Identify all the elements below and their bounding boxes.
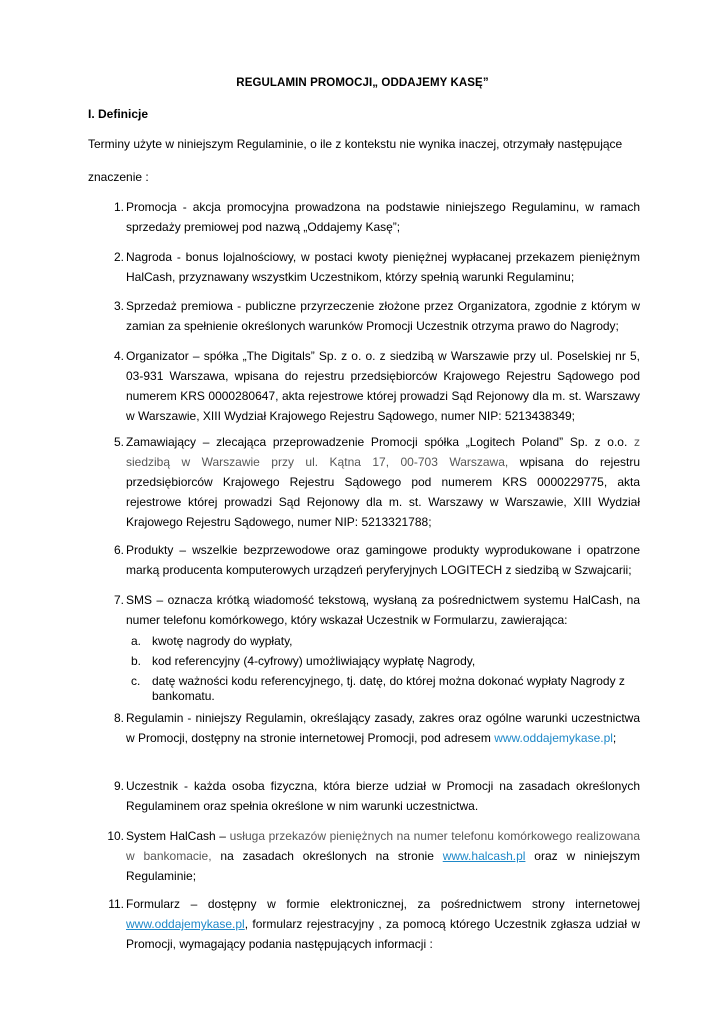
sub-list-item: [131, 674, 641, 704]
sub-list-text: kod referencyjny (4-cyfrowy) umożliwiający wypłatę Nagrody,: [152, 654, 476, 668]
promo-website-link[interactable]: www.oddajemykase.pl: [126, 917, 245, 931]
list-item: [88, 708, 640, 748]
sub-list-item: [131, 634, 641, 649]
list-item: [88, 296, 640, 336]
list-item-text: Regulamin - niniejszy Regulamin, określający zasady, zakres oraz ogólne warunki uczestnictwa w Promocji, dostępny na stronie internetowej Promocji, pod adresem www.oddajemykase.pl;: [126, 711, 640, 745]
list-item-text: Nagroda - bonus lojalnościowy, w postaci kwoty pieniężnej wypłacanej przekazem pieniężnym HalCash, przyznawany wszystkim Uczestnikom, którzy spełnią warunki Regulaminu;: [126, 250, 640, 284]
service-description: usługa przekazów pieniężnych na numer telefonu komórkowego realizowana w bankomacie,: [126, 829, 641, 863]
list-item-text: Produkty – wszelkie bezprzewodowe oraz gamingowe produkty wyprodukowane i opatrzone marką producenta komputerowych urządzeń peryferyjnych LOGITECH z siedzibą w Szwajcarii;: [126, 543, 640, 577]
list-item: [88, 590, 640, 630]
list-item-number: 5.: [113, 435, 124, 449]
halcash-link[interactable]: www.halcash.pl: [442, 849, 526, 863]
list-item-number: 4.: [113, 349, 124, 363]
list-item-number: 1.: [113, 200, 124, 214]
list-item-number: 10.: [107, 829, 124, 843]
list-item: [88, 776, 640, 816]
section-heading: I. Definicje: [88, 107, 149, 121]
list-item-text: Formularz – dostępny w formie elektronicznej, za pośrednictwem strony internetowej www.oddajemykase.pl, formularz rejestracyjny , za pomocą którego Uczestnik zgłasza udział w Promocji, wymagający podania następujących informacji :: [126, 897, 640, 951]
list-item-text: Uczestnik - każda osoba fizyczna, która bierze udział w Promocji na zasadach określonych Regulaminem oraz spełnia określone w nim warunki uczestnictwa.: [126, 779, 640, 813]
sub-list-text: datę ważności kodu referencyjnego, tj. datę, do której można dokonać wypłaty Nagrody z bankomatu.: [152, 674, 625, 703]
list-item-number: 8.: [113, 711, 124, 725]
promo-website-link[interactable]: www.oddajemykase.pl: [494, 731, 613, 745]
intro-line-1: Terminy użyte w niniejszym Regulaminie, o ile z kontekstu nie wynika inaczej, otrzymały następujące: [88, 137, 623, 151]
list-item-number: 11.: [108, 897, 124, 911]
sub-list-letter: b.: [131, 654, 142, 668]
list-item: [88, 826, 640, 886]
list-item: [88, 247, 640, 287]
list-item-text: SMS – oznacza krótką wiadomość tekstową, wysłaną za pośrednictwem systemu HalCash, na numer telefonu komórkowego, który wskazał Uczestnik w Formularzu, zawierająca:: [126, 593, 640, 627]
document-title: REGULAMIN PROMOCJI„ ODDAJEMY KASĘ”: [236, 77, 489, 89]
list-item-number: 9.: [113, 779, 124, 793]
list-item-text: Zamawiający – zlecająca przeprowadzenie Promocji spółka „Logitech Poland” Sp. z o.o. z siedzibą w Warszawie przy ul. Kątna 17, 00-703 Warszawa, wpisana do rejestru przedsiębiorców Krajowego Rejestru Sądowego pod numerem KRS 0000229775, akta rejestrowe której prowadzi Sąd Rejonowy dla m. st. Warszawy w Warszawie, XIII Wydział Krajowego Rejestru Sądowego, numer NIP: 5213321788;: [126, 435, 640, 529]
sub-list-letter: a.: [131, 634, 142, 648]
list-item-text: Promocja - akcja promocyjna prowadzona na podstawie niniejszego Regulaminu, w ramach sprzedaży premiowej pod nazwą „Oddajemy Kasę”;: [126, 200, 640, 234]
list-item: [88, 894, 640, 954]
list-item-text: Organizator – spółka „The Digitals” Sp. z o. o. z siedzibą w Warszawie przy ul. Poselskiej nr 5, 03-931 Warszawa, wpisana do rejestru przedsiębiorców Krajowego Rejestru Sądowego pod numerem KRS 0000280647, akta rejestrowe której prowadzi Sąd Rejonowy dla m. st. Warszawy w Warszawie, XIII Wydział Krajowego Rejestru Sądowego, numer NIP: 5213438349;: [126, 349, 640, 423]
sub-list-letter: c.: [131, 674, 141, 688]
address-text: z siedzibą w Warszawie przy ul. Kątna 17, 00-703 Warszawa,: [126, 435, 640, 469]
list-item: [88, 197, 640, 237]
list-item: [88, 346, 640, 426]
intro-line-2: znaczenie :: [88, 170, 149, 184]
list-item-text: System HalCash – usługa przekazów pieniężnych na numer telefonu komórkowego realizowana w bankomacie, na zasadach określonych na stronie www.halcash.pl oraz w niniejszym Regulaminie;: [126, 829, 641, 883]
list-item-text: Sprzedaż premiowa - publiczne przyrzeczenie złożone przez Organizatora, zgodnie z którym w zamian za spełnienie określonych warunków Promocji Uczestnik otrzyma prawo do Nagrody;: [126, 299, 640, 333]
list-item: [88, 432, 640, 532]
list-item-number: 2.: [113, 250, 124, 264]
sub-list-text: kwotę nagrody do wypłaty,: [152, 634, 293, 648]
list-item: [88, 540, 640, 580]
list-item-number: 3.: [113, 299, 124, 313]
list-item-number: 7.: [113, 593, 124, 607]
sub-list-item: [131, 654, 641, 669]
list-item-number: 6.: [113, 543, 124, 557]
